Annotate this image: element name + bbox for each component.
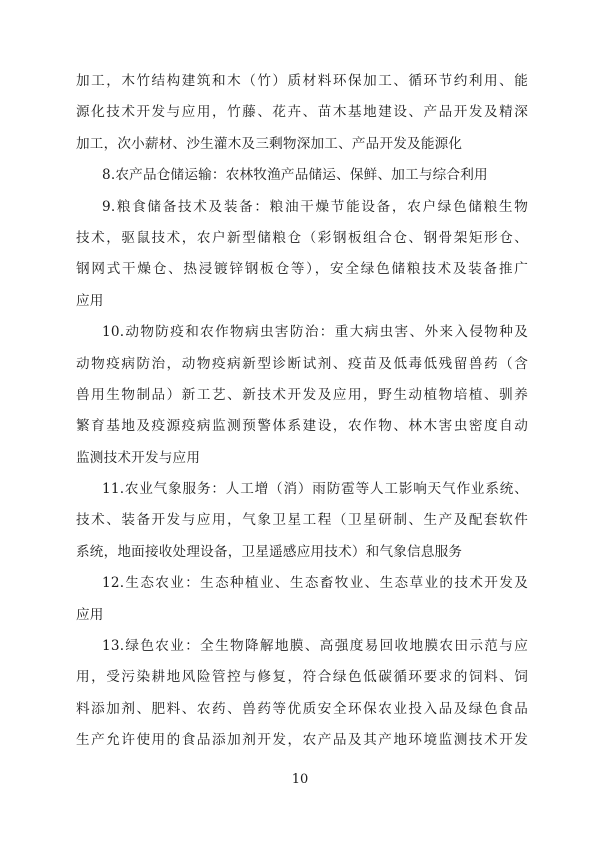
text-line: 监测技术开发与应用 [76,449,201,466]
text-line: 生产允许使用的食品添加剂开发，农产品及其产地环境监测技术开发 [76,732,528,749]
text-line: 应用 [76,292,104,309]
text-line: 繁育基地及疫源疫病监测预警体系建设，农作物、林木害虫密度自动 [76,418,528,435]
text-line: 加工，木竹结构建筑和木（竹）质材料环保加工、循环节约利用、能 [76,73,528,89]
text-line: 兽用生物制品）新工艺、新技术开发及应用，野生动植物培植、驯养 [76,386,528,403]
text-line: 料添加剂、肥料、农药、兽药等优质安全环保农业投入品及绿色食品 [76,700,528,717]
text-line: 12.生态农业：生态种植业、生态畜牧业、生态草业的技术开发及 [102,575,528,592]
text-line: 用，受污染耕地风险管控与修复，符合绿色低碳循环要求的饲料、饲 [76,669,528,686]
text-line: 动物疫病防治，动物疫病新型诊断试剂、疫苗及低毒低残留兽药（含 [76,355,528,372]
text-line: 应用 [76,606,104,623]
text-line: 钢网式干燥仓、热浸镀锌钢板仓等），安全绿色储粮技术及装备推广 [76,261,528,278]
text-line: 8.农产品仓储运输：农林牧渔产品储运、保鲜、加工与综合利用 [102,167,488,184]
body-text [76,66,528,757]
text-line: 13.绿色农业：全生物降解地膜、高强度易回收地膜农田示范与应 [102,638,528,655]
text-line: 技术、装备开发与应用，气象卫星工程（卫星研制、生产及配套软件 [76,512,528,529]
text-line: 11.农业气象服务：人工增（消）雨防雹等人工影响天气作业系统、 [102,481,528,498]
text-line: 技术，驱鼠技术，农户新型储粮仓（彩钢板组合仓、钢骨架矩形仓、 [76,229,528,246]
text-line: 加工，次小薪材、沙生灌木及三剩物深加工、产品开发及能源化 [76,135,463,152]
text-line: 系统，地面接收处理设备，卫星遥感应用技术）和气象信息服务 [76,543,463,560]
text-line: 9.粮食储备技术及装备：粮油干燥节能设备，农户绿色储粮生物 [102,198,528,215]
text-line: 10.动物防疫和农作物病虫害防治：重大病虫害、外来入侵物种及 [102,324,528,341]
text-line: 源化技术开发与应用，竹藤、花卉、苗木基地建设、产品开发及精深 [76,104,528,121]
page-number: 10 [291,772,309,787]
